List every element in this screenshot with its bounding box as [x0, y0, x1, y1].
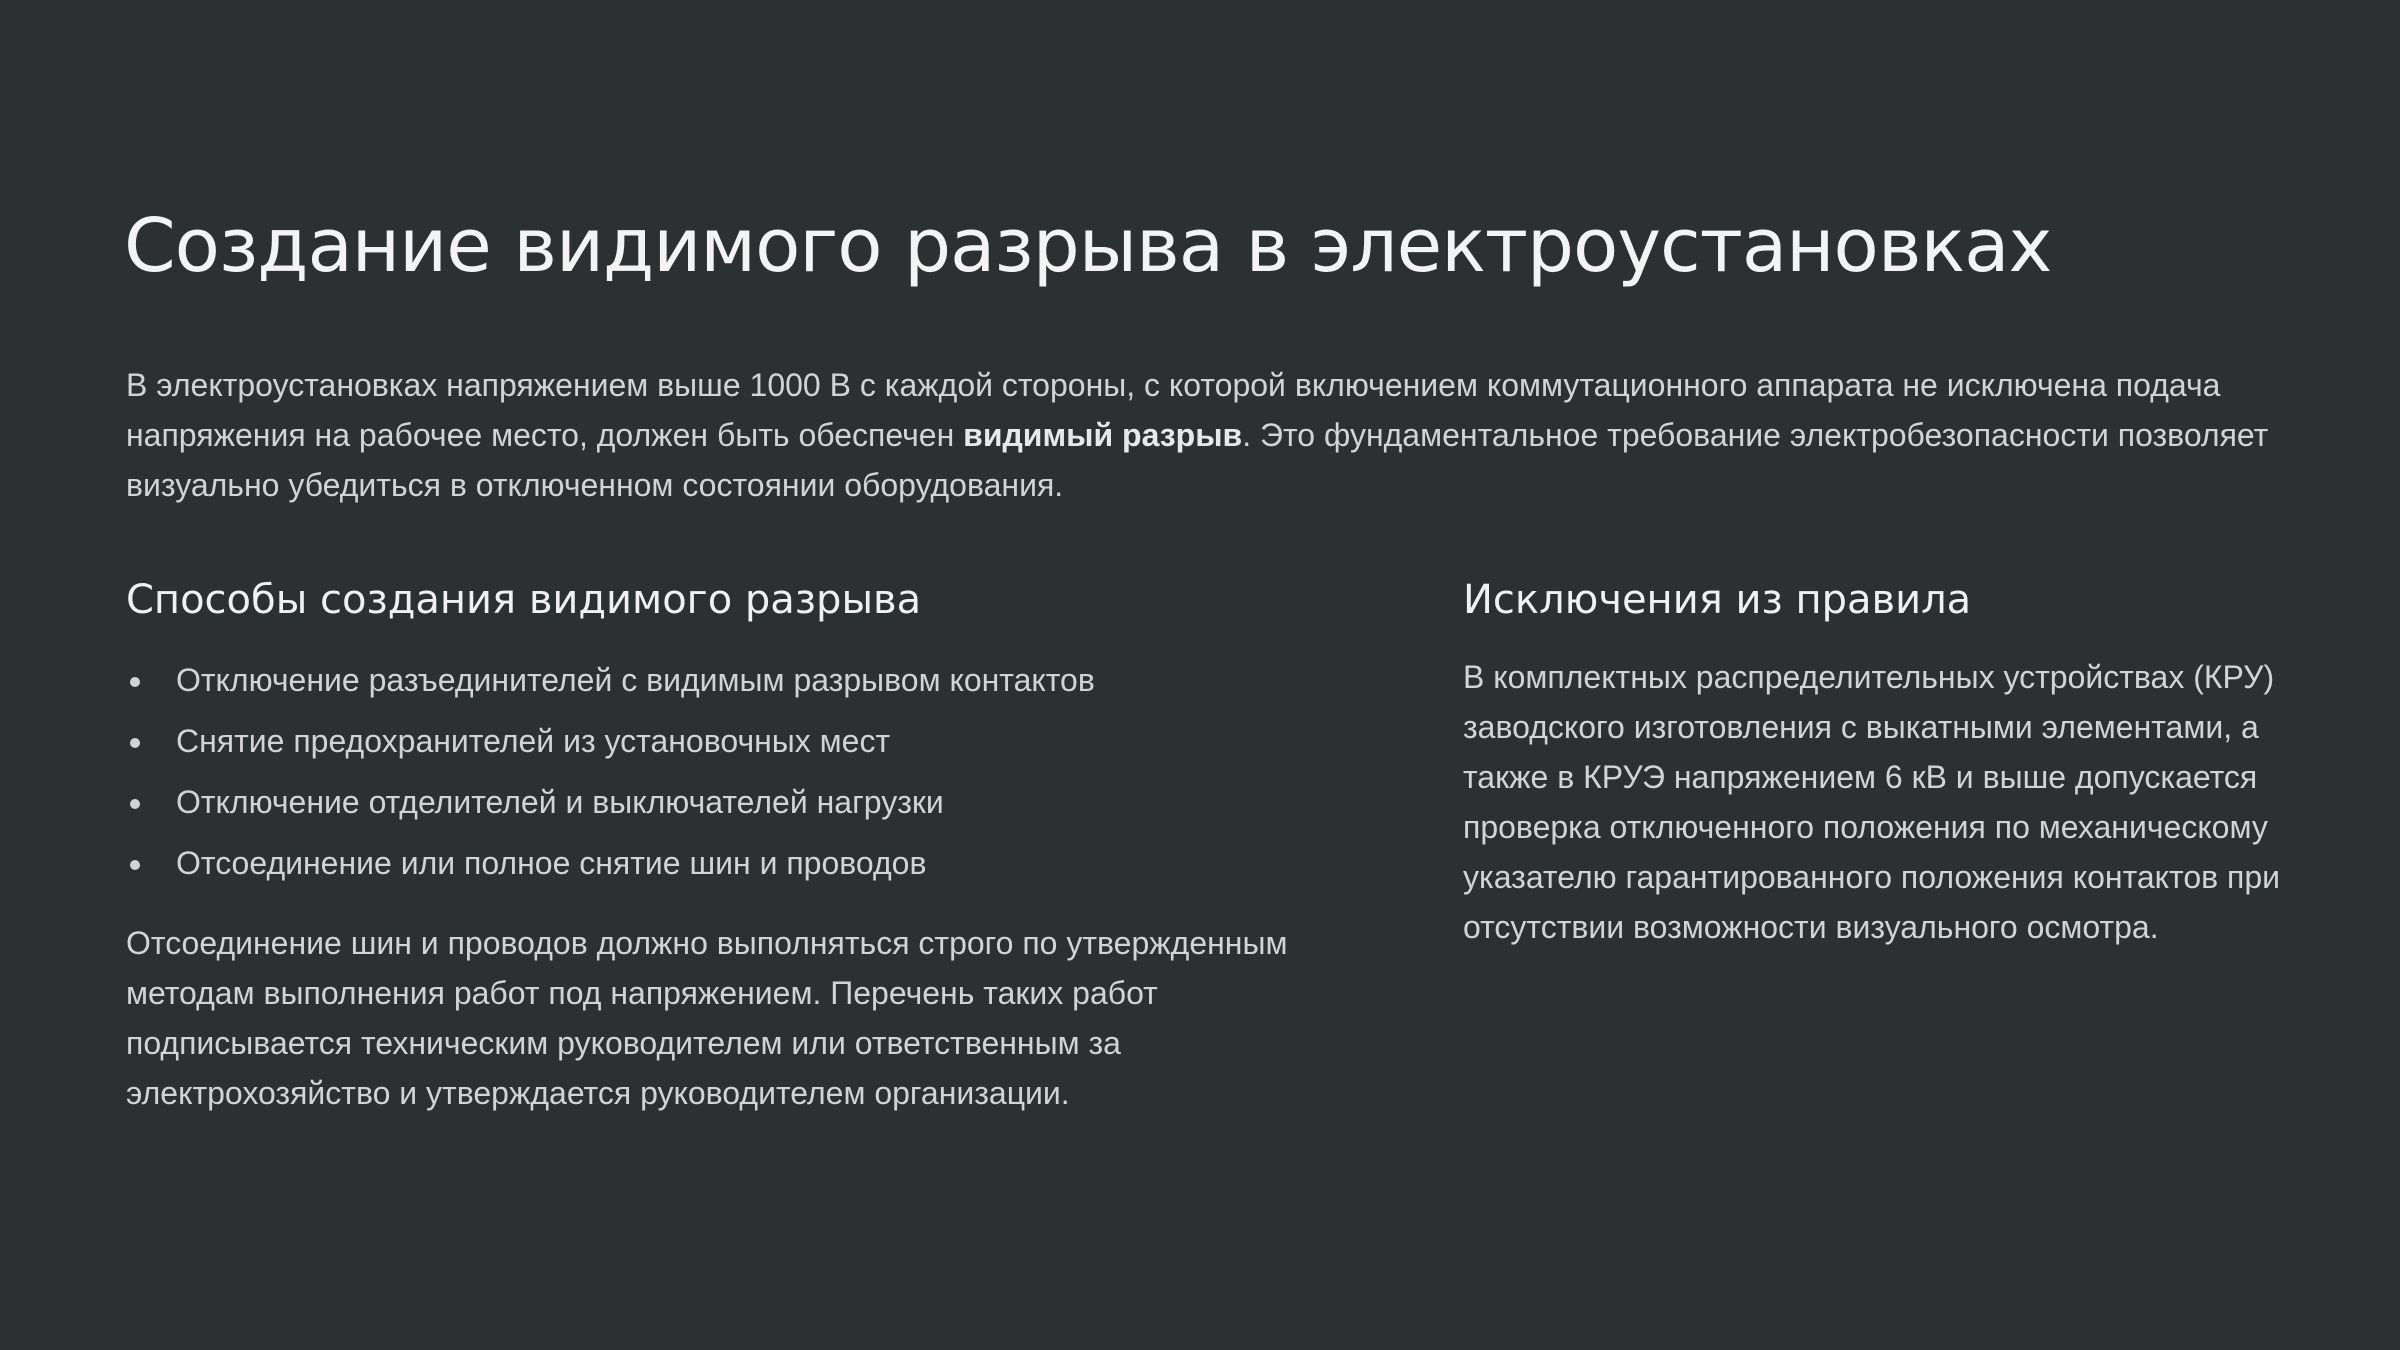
bullet-dot-icon: [130, 738, 140, 748]
intro-emphasis: видимый разрыв: [963, 417, 1243, 453]
intro-paragraph: [126, 360, 2276, 510]
methods-list: [126, 650, 1386, 894]
list-item-text: Отключение отделителей и выключателей нагрузки: [176, 784, 944, 820]
methods-note: Отсоединение шин и проводов должно выполняться строго по утвержденным методам выполнения работ под напряжением. Перечень таких работ подписывается техническим руководителем или ответственным за электрохозяйство и утверждается руководителем организации.: [126, 925, 1288, 1111]
list-item: [126, 772, 1386, 833]
intro-text-end: . Это фундаментальное требование электробезопасности позволяет визуально убедиться в отключенном состоянии оборудования.: [126, 417, 2269, 503]
bullet-dot-icon: [130, 860, 140, 870]
slide-title: Создание видимого разрыва в электроустановках: [124, 203, 2052, 289]
exceptions-text: В комплектных распределительных устройствах (КРУ) заводского изготовления с выкатными элементами, а также в КРУЭ напряжением 6 кВ и выше допускается проверка отключенного положения по механическому указателю гарантированного положения контактов при отсутствии возможности визуального осмотра.: [1463, 659, 2281, 945]
list-item: [126, 711, 1386, 772]
list-item-text: Снятие предохранителей из установочных мест: [176, 723, 891, 759]
methods-heading: Способы создания видимого разрыва: [126, 577, 922, 623]
list-item-text: Отключение разъединителей с видимым разрывом контактов: [176, 662, 1095, 698]
intro-text-start: В электроустановках напряжением выше 1000 В с каждой стороны, с которой включением коммутационного аппарата не исключена подача напряжения на рабочее место, должен быть обеспечен: [126, 367, 2221, 453]
list-item-text: Отсоединение или полное снятие шин и проводов: [176, 845, 927, 881]
exceptions-column: [1463, 568, 2283, 952]
list-item: [126, 650, 1386, 711]
list-item: [126, 833, 1386, 894]
methods-column: [126, 568, 1386, 1118]
bullet-dot-icon: [130, 799, 140, 809]
bullet-dot-icon: [130, 677, 140, 687]
exceptions-heading: Исключения из правила: [1463, 577, 1972, 623]
